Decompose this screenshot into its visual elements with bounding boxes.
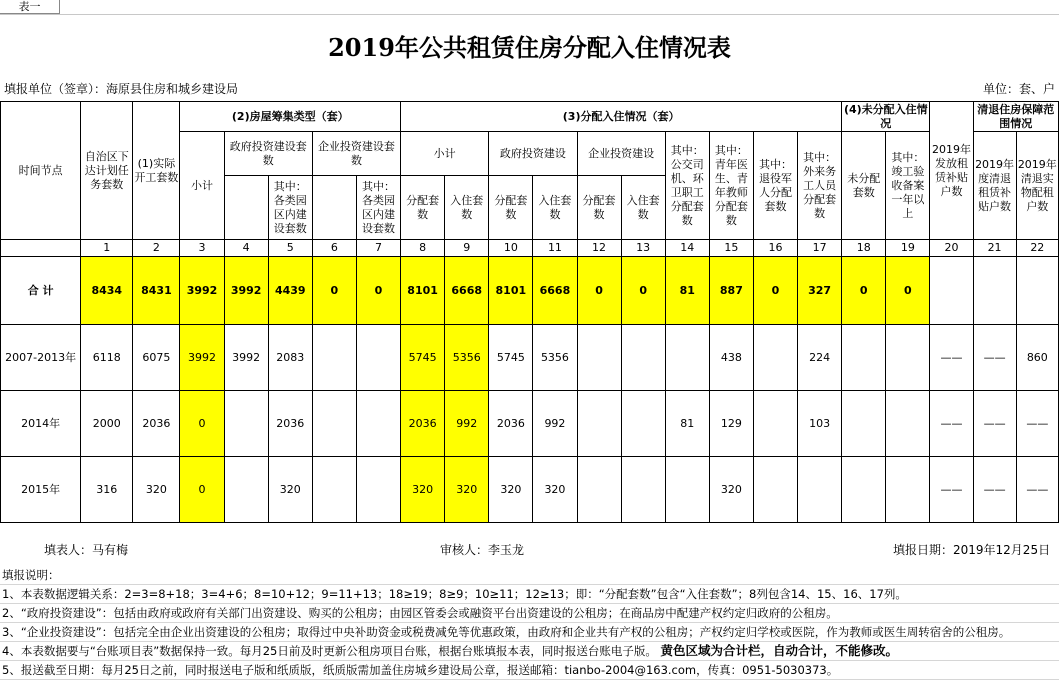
header-time-node: 时间节点 — [1, 102, 81, 240]
table-cell: 320 — [401, 457, 445, 523]
column-number: 18 — [842, 240, 886, 257]
table-cell: —— — [973, 457, 1016, 523]
table-cell — [886, 391, 930, 457]
table-cell — [930, 257, 973, 325]
table-cell — [842, 457, 886, 523]
column-number: 22 — [1016, 240, 1058, 257]
column-number: 2 — [133, 240, 180, 257]
table-cell — [842, 391, 886, 457]
header-group-allocation: (3)分配入住情况（套） — [401, 102, 842, 132]
table-cell: 2000 — [81, 391, 133, 457]
table-cell: 0 — [312, 257, 356, 325]
table-cell: 6668 — [533, 257, 577, 325]
header-ent-allocated: 分配套数 — [577, 176, 621, 240]
table-cell: 438 — [709, 325, 753, 391]
table-cell: —— — [1016, 457, 1058, 523]
table-cell — [312, 325, 356, 391]
table-row — [1, 391, 1059, 457]
table-cell: 0 — [886, 257, 930, 325]
column-number: 15 — [709, 240, 753, 257]
table-cell — [753, 325, 797, 391]
column-number: 7 — [356, 240, 400, 257]
sheet-tag: 表一 — [0, 0, 60, 14]
table-cell: 3992 — [180, 257, 224, 325]
table-cell — [973, 257, 1016, 325]
header-doctors-teachers: 其中：青年医生、青年教师分配套数 — [709, 132, 753, 240]
header-group-alloc-subtotal: 小计 — [401, 132, 489, 176]
table-cell — [753, 391, 797, 457]
table-cell — [224, 457, 268, 523]
table-cell — [577, 457, 621, 523]
table-cell: —— — [973, 325, 1016, 391]
column-number: 9 — [445, 240, 489, 257]
note-1: 1、本表数据逻辑关系：2=3=8+18；3=4+6；8=10+12；9=11+13；18≥19；8≥9；10≥11；12≥13；即：“分配套数”包含“入住套数”；8列包含14、15、16、17列。 — [0, 584, 1059, 604]
table-cell: 5356 — [445, 325, 489, 391]
report-date: 填报日期：2019年12月25日 — [893, 543, 1051, 557]
row-label: 合 计 — [1, 257, 81, 325]
table-cell — [1016, 257, 1058, 325]
header-group-ent-build: 企业投资建设套数 — [312, 132, 400, 176]
table-cell: 6118 — [81, 325, 133, 391]
table-cell — [312, 391, 356, 457]
table-cell: 327 — [798, 257, 842, 325]
reviewer-name: 审核人：李玉龙 — [440, 543, 525, 557]
table-cell: 0 — [356, 257, 400, 325]
table-cell: —— — [930, 457, 973, 523]
column-number: 6 — [312, 240, 356, 257]
header-group-gov-build: 政府投资建设套数 — [224, 132, 312, 176]
header-group-unallocated: (4)未分配入住情况 — [842, 102, 930, 132]
header-group-alloc-gov: 政府投资建设 — [489, 132, 577, 176]
column-number: 1 — [81, 240, 133, 257]
header-group-alloc-ent: 企业投资建设 — [577, 132, 665, 176]
header-rent-subsidy-2019: 2019年发放租赁补贴户数 — [930, 102, 973, 240]
page-title: 2019年公共租赁住房分配入住情况表 — [328, 33, 731, 62]
column-number: 19 — [886, 240, 930, 257]
table-cell: 5745 — [489, 325, 533, 391]
header-ent-park-units: 其中：各类园区内建设套数 — [356, 176, 400, 240]
table-cell: 8431 — [133, 257, 180, 325]
column-number-row — [1, 240, 1059, 257]
table-cell — [665, 457, 709, 523]
column-number: 10 — [489, 240, 533, 257]
table-cell — [577, 391, 621, 457]
row-label: 2014年 — [1, 391, 81, 457]
header-planned-units: 自治区下达计划任务套数 — [81, 102, 133, 240]
table-cell: 860 — [1016, 325, 1058, 391]
header-gov-allocated: 分配套数 — [489, 176, 533, 240]
note-3: 3、“企业投资建设”：包括完全由企业出资建设的公租房；取得过中央补助资金或税费减免等优惠政策，由政府和企业共有产权的公租房；产权约定归学校或医院，作为教师或医生周转宿舍的公租房。 — [0, 622, 1059, 642]
header-actual-start: (1)实际开工套数 — [133, 102, 180, 240]
table-cell: 3992 — [224, 257, 268, 325]
gridline — [0, 14, 1059, 15]
header-housing-subtotal: 小计 — [180, 132, 224, 240]
header-group-housing-type: (2)房屋筹集类型（套） — [180, 102, 401, 132]
header-unallocated: 未分配套数 — [842, 132, 886, 240]
header-veterans: 其中：退役军人分配套数 — [753, 132, 797, 240]
table-cell: 320 — [268, 457, 312, 523]
header-gov-park-units: 其中：各类园区内建设套数 — [268, 176, 312, 240]
table-cell: 316 — [81, 457, 133, 523]
table-cell: 2083 — [268, 325, 312, 391]
header-ent-units — [312, 176, 356, 240]
header-bus-sanitation: 其中：公交司机、环卫职工分配套数 — [665, 132, 709, 240]
column-number: 11 — [533, 240, 577, 257]
table-cell — [577, 325, 621, 391]
table-cell: 320 — [445, 457, 489, 523]
row-label: 2007-2013年 — [1, 325, 81, 391]
table-cell: 5356 — [533, 325, 577, 391]
table-cell: 2036 — [489, 391, 533, 457]
table-cell — [621, 325, 665, 391]
table-row-total — [1, 257, 1059, 325]
note-4-text: 4、本表数据要与“台账项目表”数据保持一致。每月25日前及时更新公租房项目台账，根据台账填报本表，同时报送台账电子版。 — [2, 644, 657, 658]
table-cell: 320 — [533, 457, 577, 523]
header-ent-occupied: 入住套数 — [621, 176, 665, 240]
header-sub-occupied: 入住套数 — [445, 176, 489, 240]
column-number: 3 — [180, 240, 224, 257]
column-number: 21 — [973, 240, 1016, 257]
table-cell: 0 — [621, 257, 665, 325]
column-number: 16 — [753, 240, 797, 257]
table-cell: 992 — [445, 391, 489, 457]
table-cell — [356, 325, 400, 391]
column-number: 12 — [577, 240, 621, 257]
table-cell: 6668 — [445, 257, 489, 325]
table-cell — [356, 457, 400, 523]
table-cell: —— — [973, 391, 1016, 457]
table-cell: 224 — [798, 325, 842, 391]
table-cell — [842, 325, 886, 391]
table-cell: 8101 — [489, 257, 533, 325]
note-2: 2、“政府投资建设”：包括由政府或政府有关部门出资建设、购买的公租房；由园区管委会或融资平台出资建设的公租房；在商品房中配建产权约定归政府的公租房。 — [0, 603, 1059, 623]
table-cell: —— — [930, 325, 973, 391]
table-cell — [621, 391, 665, 457]
table-cell: —— — [930, 391, 973, 457]
column-number: 13 — [621, 240, 665, 257]
notes-heading: 填报说明： — [0, 565, 1059, 585]
table-cell: 0 — [577, 257, 621, 325]
table-cell: 3992 — [180, 325, 224, 391]
table-cell: 8434 — [81, 257, 133, 325]
note-5: 5、报送截至日期：每月25日之前，同时报送电子版和纸质版，纸质版需加盖住房城乡建设局公章，报送邮箱：tianbo-2004@163.com，传真：0951-5030373。 — [0, 660, 1059, 680]
table-cell — [665, 325, 709, 391]
header-sub-allocated: 分配套数 — [401, 176, 445, 240]
table-cell: 0 — [180, 391, 224, 457]
table-cell: 0 — [753, 257, 797, 325]
table-cell: 3992 — [224, 325, 268, 391]
table-cell: —— — [1016, 391, 1058, 457]
column-number: 14 — [665, 240, 709, 257]
table-cell: 320 — [709, 457, 753, 523]
header-group-clearance: 清退住房保障范围情况 — [973, 102, 1058, 132]
table-cell: 0 — [842, 257, 886, 325]
table-cell: 5745 — [401, 325, 445, 391]
table-cell: 8101 — [401, 257, 445, 325]
table-cell: 81 — [665, 391, 709, 457]
allocation-table — [0, 101, 1059, 523]
table-cell: 6075 — [133, 325, 180, 391]
table-cell: 320 — [133, 457, 180, 523]
table-cell: 2036 — [133, 391, 180, 457]
filler-name: 填表人：马有梅 — [44, 543, 129, 557]
table-cell — [886, 457, 930, 523]
table-cell: 103 — [798, 391, 842, 457]
table-cell: 4439 — [268, 257, 312, 325]
header-cleared-subsidy: 2019年度清退租赁补贴户数 — [973, 132, 1016, 240]
header-completed-over-year: 其中：竣工验收备案一年以上 — [886, 132, 930, 240]
header-gov-occupied: 入住套数 — [533, 176, 577, 240]
column-number: 8 — [401, 240, 445, 257]
reporting-unit: 填报单位（签章）：海原县住房和城乡建设局 — [4, 82, 239, 96]
column-number-blank — [1, 240, 81, 257]
column-number: 5 — [268, 240, 312, 257]
header-migrant-workers: 其中：外来务工人员分配套数 — [798, 132, 842, 240]
table-cell: 320 — [489, 457, 533, 523]
unit-label: 单位：套、户 — [982, 82, 1055, 96]
table-cell — [312, 457, 356, 523]
table-cell — [753, 457, 797, 523]
table-cell: 887 — [709, 257, 753, 325]
note-4 — [0, 641, 1059, 661]
table-cell — [886, 325, 930, 391]
column-number: 4 — [224, 240, 268, 257]
column-number: 20 — [930, 240, 973, 257]
table-cell: 0 — [180, 457, 224, 523]
header-gov-units — [224, 176, 268, 240]
row-label: 2015年 — [1, 457, 81, 523]
column-number: 17 — [798, 240, 842, 257]
note-4-highlight: 黄色区域为合计栏，自动合计，不能修改。 — [660, 643, 899, 658]
table-cell — [224, 391, 268, 457]
table-row — [1, 325, 1059, 391]
table-cell: 2036 — [401, 391, 445, 457]
table-cell: 992 — [533, 391, 577, 457]
header-cleared-physical: 2019年清退实物配租户数 — [1016, 132, 1058, 240]
table-cell: 2036 — [268, 391, 312, 457]
table-cell — [356, 391, 400, 457]
table-cell — [621, 457, 665, 523]
table-cell: 129 — [709, 391, 753, 457]
table-cell: 81 — [665, 257, 709, 325]
table-row — [1, 457, 1059, 523]
table-cell — [798, 457, 842, 523]
